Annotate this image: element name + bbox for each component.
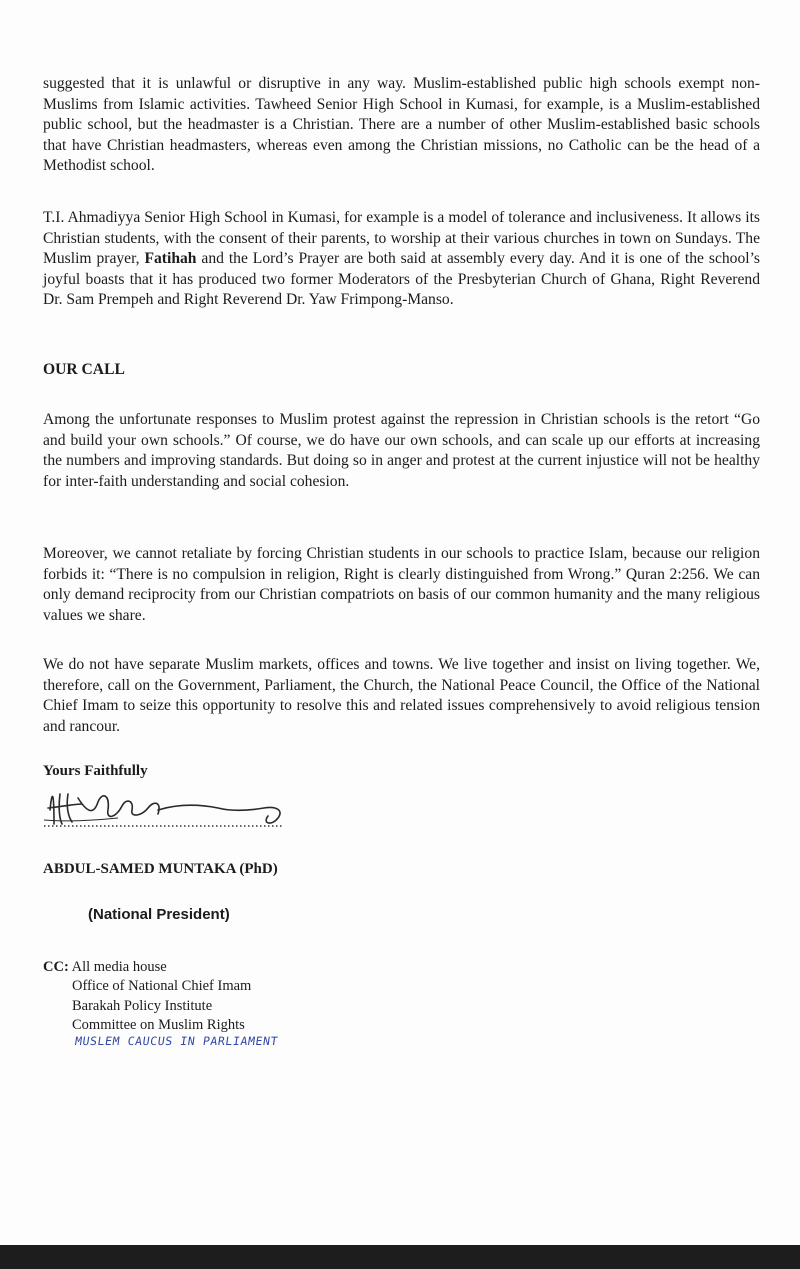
paragraph-ahmadiyya-example [43, 208, 760, 311]
handwritten-signature [38, 780, 298, 840]
paragraph-ahmadiyya-text-2: and the Lord’s Prayer are both said at assembly every day. And it is one of the school’s joyful boasts that it has produced two former Moderators of the Presbyterian Church of Ghana, Right Reverend Dr. Sam Prempeh and Right Reverend Dr. Yaw Frimpong-Manso. [43, 250, 760, 309]
fatihah-bold: Fatihah [144, 250, 197, 268]
paragraph-ahmadiyya-text-1: T.I. Ahmadiyya Senior High School in Kumasi, for example is a model of tolerance and inclusiveness. It allows its Christian students, with the consent of their parents, to worship at their various churches in town on Sundays. The Muslim prayer, [43, 209, 760, 268]
paragraph-no-compulsion: Moreover, we cannot retaliate by forcing Christian students in our schools to practice Islam, because our religion forbids it: “There is no compulsion in religion, Right is clearly distinguished from Wrong.” Quran 2:256. We can only demand reciprocity from our Christian compatriots on basis of our common humanity and the many religious values we share. [43, 545, 760, 624]
screen-bottom-bar [0, 1245, 800, 1269]
signatory-title: (National President) [88, 906, 230, 923]
cc-recipient: Office of National Chief Imam [72, 978, 252, 994]
section-heading-our-call: OUR CALL [43, 361, 125, 378]
cc-label: CC: [43, 959, 69, 975]
paragraph-schools-exemption: suggested that it is unlawful or disruptive in any way. Muslim-established public high schools exempt non-Muslims from Islamic activities. Tawheed Senior High School in Kumasi, for example, is a Muslim-established public school, but the headmaster is a Christian. There are a number of other Muslim-established basic schools that have Christian headmasters, whereas even among the Christian missions, no Catholic can be the head of a Methodist school. [43, 75, 760, 175]
signatory-name: ABDUL-SAMED MUNTAKA (PhD) [43, 861, 278, 877]
cc-recipient-list [72, 977, 251, 1036]
paragraph-unfortunate-responses: Among the unfortunate responses to Muslim protest against the repression in Christian schools is the retort “Go and build your own schools.” Of course, we do have our own schools, and can scale up our efforts at increasing the numbers and improving standards. But doing so in anger and protest at the current injustice will not be healthy for inter-faith understanding and social cohesion. [43, 411, 760, 490]
cc-recipient: Committee on Muslim Rights [72, 1017, 245, 1033]
cc-first-recipient: All media house [71, 959, 167, 975]
paragraph-call-to-action: We do not have separate Muslim markets, offices and towns. We live together and insist on living together. We, therefore, call on the Government, Parliament, the Church, the National Peace Council, the Office of the National Chief Imam to seize this opportunity to resolve this and related issues comprehensively to avoid religious tension and rancour. [43, 656, 760, 735]
cc-recipient: Barakah Policy Institute [72, 997, 213, 1014]
handwritten-cc-addition: MUSLEM CAUCUS IN PARLIAMENT [74, 1034, 280, 1048]
cc-header [43, 957, 167, 977]
closing-salutation: Yours Faithfully [43, 763, 148, 779]
